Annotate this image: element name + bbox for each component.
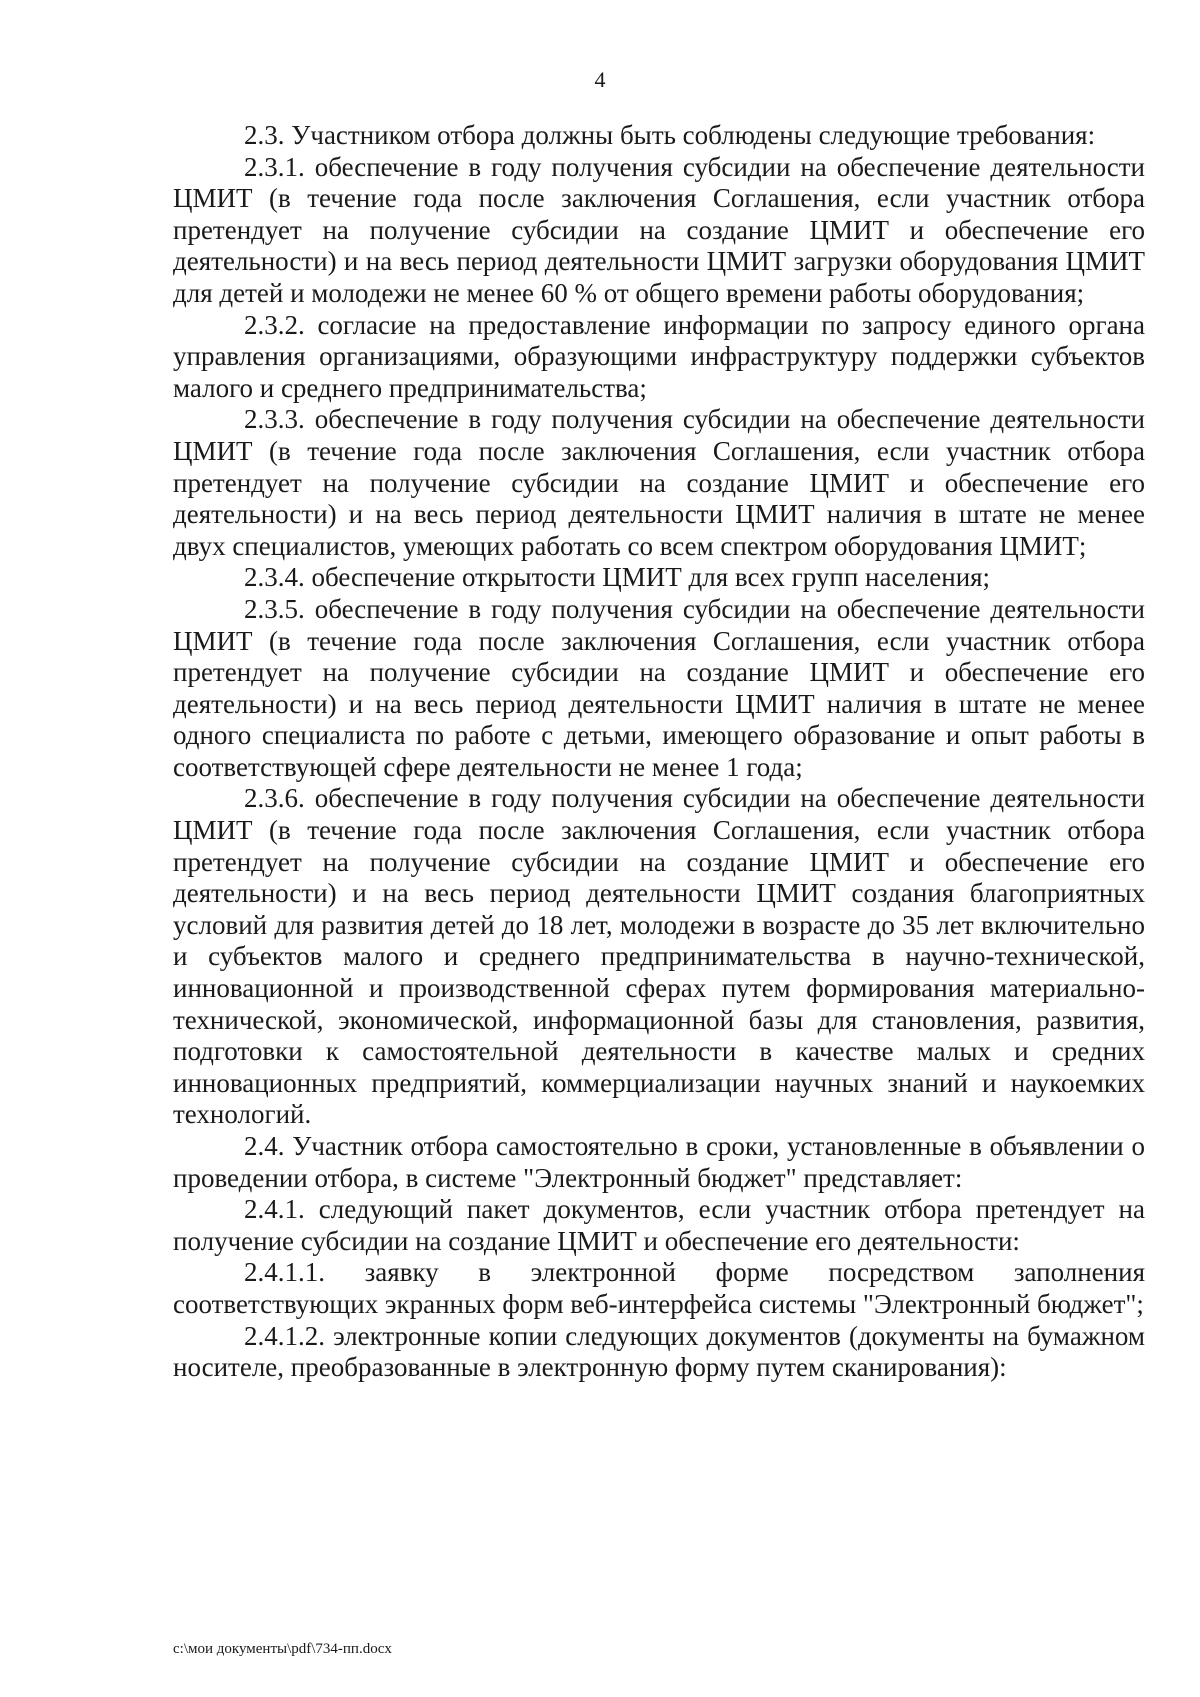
paragraph-2-3: 2.3. Участником отбора должны быть соблюдены следующие требования: xyxy=(244,120,1096,150)
paragraph-2-3-6: 2.3.6. обеспечение в году получения субсидии на обеспечение деятельности ЦМИТ (в течение года после заключения Соглашения, если участник отбора претендует на получение субсидии на создание ЦМИТ и обеспечение его деятельности) и на весь период деятельности ЦМИТ создания благоприятных условий для развития детей до 18 лет, молодежи в возрасте до 35 лет включительно и субъектов малого и среднего предпринимательства в научно-технической, инновационной и производственной сферах путем формирования материально-технической, экономической, информационной базы для становления, развития, подготовки к самостоятельной деятельности в качестве малых и средних инновационных предприятий, коммерциализации научных знаний и наукоемких технологий. xyxy=(173,783,1145,1130)
paragraph-2-4-1-1: 2.4.1.1. заявку в электронной форме посредством заполнения соответствующих экранных форм веб-интерфейса системы "Электронный бюджет"; xyxy=(173,1257,1145,1319)
document-body xyxy=(173,120,1145,1384)
footer-file-path: c:\мои документы\pdf\734-пп.docx xyxy=(173,1641,392,1657)
paragraph-2-3-5: 2.3.5. обеспечение в году получения субсидии на обеспечение деятельности ЦМИТ (в течение года после заключения Соглашения, если участник отбора претендует на получение субсидии на создание ЦМИТ и обеспечение его деятельности) и на весь период деятельности ЦМИТ наличия в штате не менее одного специалиста по работе с детьми, имеющего образование и опыт работы в соответствующей сфере деятельности не менее 1 года; xyxy=(173,593,1145,782)
paragraph-2-4-1: 2.4.1. следующий пакет документов, если участник отбора претендует на получение субсидии на создание ЦМИТ и обеспечение его деятельности: xyxy=(173,1194,1145,1256)
paragraph-2-4: 2.4. Участник отбора самостоятельно в сроки, установленные в объявлении о проведении отбора, в системе "Электронный бюджет" представляет: xyxy=(173,1131,1145,1193)
paragraph-2-3-3: 2.3.3. обеспечение в году получения субсидии на обеспечение деятельности ЦМИТ (в течение года после заключения Соглашения, если участник отбора претендует на получение субсидии на создание ЦМИТ и обеспечение его деятельности) и на весь период деятельности ЦМИТ наличия в штате не менее двух специалистов, умеющих работать со всем спектром оборудования ЦМИТ; xyxy=(173,404,1145,561)
paragraph-2-3-1: 2.3.1. обеспечение в году получения субсидии на обеспечение деятельности ЦМИТ (в течение года после заключения Соглашения, если участник отбора претендует на получение субсидии на создание ЦМИТ и обеспечение его деятельности) и на весь период деятельности ЦМИТ загрузки оборудования ЦМИТ для детей и молодежи не менее 60 % от общего времени работы оборудования; xyxy=(173,151,1145,308)
paragraph-2-3-4: 2.3.4. обеспечение открытости ЦМИТ для всех групп населения; xyxy=(244,562,991,593)
paragraph-2-4-1-2: 2.4.1.2. электронные копии следующих документов (документы на бумажном носителе, преобразованные в электронную форму путем сканирования): xyxy=(173,1320,1145,1383)
paragraph-2-3-2: 2.3.2. согласие на предоставление информации по запросу единого органа управления организациями, образующими инфраструктуру поддержки субъектов малого и среднего предпринимательства; xyxy=(173,309,1145,403)
page-number: 4 xyxy=(594,67,606,92)
